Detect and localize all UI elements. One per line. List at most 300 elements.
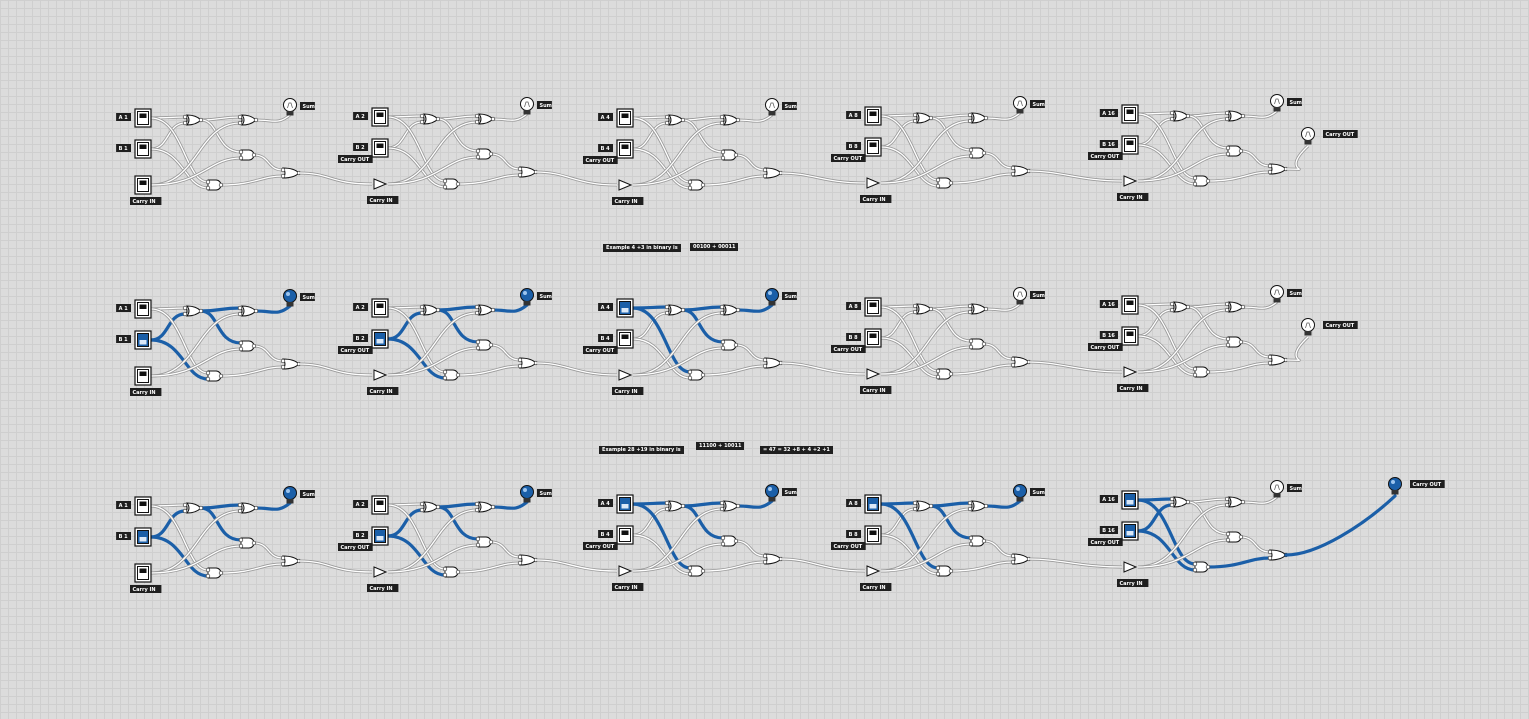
xor-gate: [915, 304, 931, 314]
carry-buffer: [1124, 562, 1136, 572]
xor-gate: [477, 305, 493, 315]
svg-text:Sum: Sum: [1289, 291, 1302, 298]
full-adder-stage: [338, 98, 552, 205]
or-gate: [520, 358, 536, 368]
switch-b[interactable]: [372, 527, 388, 545]
xor-gate: [1227, 111, 1243, 121]
wire: [388, 348, 478, 375]
or-gate: [1270, 164, 1286, 174]
label-carry-out: [583, 156, 618, 164]
xor-gate: [915, 113, 931, 123]
sum-bulb-icon: [284, 487, 297, 504]
svg-text:Carry OUT: Carry OUT: [1325, 323, 1355, 330]
label-b: [353, 531, 368, 539]
svg-text:A 1: A 1: [118, 306, 128, 313]
wire: [1138, 540, 1228, 567]
svg-text:Carry IN: Carry IN: [862, 388, 886, 395]
switch-b[interactable]: [617, 526, 633, 544]
svg-text:A 1: A 1: [118, 115, 128, 122]
label-carry-out: [338, 543, 373, 551]
full-adder-stage: [338, 486, 552, 593]
xor-gate: [722, 501, 738, 511]
svg-text:A 8: A 8: [848, 113, 858, 120]
label-sum: [782, 292, 797, 300]
xor-gate: [422, 114, 438, 124]
switch-a[interactable]: [1122, 105, 1138, 123]
label-b: [353, 334, 368, 342]
label-carry-out: [583, 346, 618, 354]
label-b: [846, 530, 861, 538]
label-a: [1100, 495, 1118, 503]
xor-gate: [970, 501, 986, 511]
label-a: [598, 303, 613, 311]
switch-a[interactable]: [1122, 491, 1138, 509]
carry-buffer: [1124, 367, 1136, 377]
label-sum: [1287, 484, 1302, 492]
svg-text:Sum: Sum: [539, 491, 552, 498]
switch-a[interactable]: [135, 109, 151, 127]
label-b: [1100, 140, 1118, 148]
switch-a[interactable]: [372, 299, 388, 317]
svg-text:B 8: B 8: [848, 335, 858, 342]
svg-text:A 16: A 16: [1102, 302, 1115, 309]
label-b: [846, 142, 861, 150]
label-carry-out: [831, 154, 866, 162]
svg-text:B 2: B 2: [355, 336, 365, 343]
label-sum: [782, 102, 797, 110]
label-a: [116, 501, 131, 509]
or-gate: [1270, 550, 1286, 560]
wire: [438, 504, 477, 507]
xor-gate: [722, 305, 738, 315]
label-a: [1100, 300, 1118, 308]
or-gate: [765, 358, 781, 368]
label-b: [116, 144, 131, 152]
sum-bulb-icon: [521, 289, 534, 306]
full-adder-stage: [831, 288, 1045, 395]
full-adder-stage: [116, 487, 315, 594]
wire: [493, 305, 527, 311]
adder-row-3: [116, 478, 1445, 594]
label-b: [1100, 526, 1118, 534]
svg-text:Carry OUT: Carry OUT: [1325, 132, 1355, 139]
svg-text:B 8: B 8: [848, 144, 858, 151]
svg-text:Sum: Sum: [539, 294, 552, 301]
or-gate: [1013, 554, 1029, 564]
wire: [1208, 558, 1270, 567]
label-b: [598, 530, 613, 538]
or-gate: [283, 359, 299, 369]
wire: [633, 158, 723, 185]
switch-a[interactable]: [372, 108, 388, 126]
xor-gate: [240, 306, 256, 316]
label-a: [353, 303, 368, 311]
svg-text:Carry OUT: Carry OUT: [833, 544, 863, 551]
switch-b[interactable]: [372, 139, 388, 157]
label-carry-in: [860, 386, 891, 394]
label-carry-out: [1088, 538, 1123, 546]
switch-a[interactable]: [135, 300, 151, 318]
or-gate: [765, 168, 781, 178]
label-carry-out: [831, 542, 866, 550]
label-a: [116, 113, 131, 121]
switch-b[interactable]: [372, 330, 388, 348]
svg-text:Sum: Sum: [784, 104, 797, 111]
switch-b[interactable]: [617, 140, 633, 158]
sum-bulb-icon: [766, 485, 779, 502]
svg-text:Sum: Sum: [1032, 490, 1045, 497]
label-b: [598, 144, 613, 152]
carry-wire: [299, 364, 372, 375]
carry-wire: [536, 172, 617, 185]
xor-gate: [185, 115, 201, 125]
label-carry-in: [612, 387, 643, 395]
svg-text:Carry IN: Carry IN: [614, 199, 638, 206]
switch-a[interactable]: [617, 299, 633, 317]
label-sum: [300, 490, 315, 498]
svg-text:Carry OUT: Carry OUT: [340, 545, 370, 552]
wire: [256, 306, 290, 312]
label-carry-in: [860, 583, 891, 591]
xor-gate: [1227, 302, 1243, 312]
wire: [388, 545, 478, 572]
full-adder-stage: [338, 289, 552, 396]
label-b: [846, 333, 861, 341]
carry-wire: [299, 173, 372, 184]
xor-gate: [722, 115, 738, 125]
label-sum: [1030, 488, 1045, 496]
label-final-carry-out: [1410, 480, 1445, 488]
label-sum: [1287, 98, 1302, 106]
adder-row-2: [116, 286, 1358, 397]
carry-buffer: [867, 566, 879, 576]
label-carry-out: [338, 155, 373, 163]
svg-text:Carry IN: Carry IN: [369, 198, 393, 205]
full-adder-stage: [831, 97, 1045, 204]
carry-wire: [536, 363, 617, 375]
svg-text:Carry IN: Carry IN: [369, 389, 393, 396]
switch-b[interactable]: [135, 528, 151, 546]
svg-text:B 16: B 16: [1102, 333, 1115, 340]
label-a: [116, 304, 131, 312]
label-carry-in: [1117, 579, 1148, 587]
label-sum: [537, 101, 552, 109]
svg-text:A 16: A 16: [1102, 111, 1115, 118]
sum-bulb-icon: [1271, 481, 1284, 498]
wire: [438, 307, 477, 310]
svg-text:Sum: Sum: [1032, 102, 1045, 109]
switch-b[interactable]: [865, 526, 881, 544]
full-adder-stage: [583, 485, 797, 592]
carry-buffer: [867, 178, 879, 188]
sum-bulb-icon: [1014, 288, 1027, 305]
svg-text:Carry OUT: Carry OUT: [1090, 540, 1120, 547]
xor-gate: [240, 115, 256, 125]
label-sum: [782, 488, 797, 496]
carry-buffer: [619, 370, 631, 380]
svg-text:Sum: Sum: [302, 295, 315, 302]
svg-text:Carry IN: Carry IN: [132, 587, 156, 594]
full-adder-stage: [1088, 478, 1445, 588]
svg-text:A 4: A 4: [600, 305, 610, 312]
xor-gate: [422, 305, 438, 315]
carry-wire: [781, 173, 865, 183]
or-gate: [1270, 355, 1286, 365]
label-a: [846, 499, 861, 507]
switch-b[interactable]: [1122, 327, 1138, 345]
wire: [683, 503, 722, 506]
xor-gate: [667, 115, 683, 125]
label-sum: [537, 292, 552, 300]
xor-gate: [240, 503, 256, 513]
or-gate: [283, 168, 299, 178]
xor-gate: [185, 503, 201, 513]
svg-text:Carry IN: Carry IN: [862, 585, 886, 592]
label-carry-in: [130, 585, 161, 593]
or-gate: [283, 556, 299, 566]
svg-text:Sum: Sum: [784, 490, 797, 497]
full-adder-stage: [116, 290, 315, 397]
svg-text:A 2: A 2: [355, 502, 365, 509]
switch-b[interactable]: [135, 140, 151, 158]
label-sum: [1030, 100, 1045, 108]
svg-text:Sum: Sum: [539, 103, 552, 110]
wire: [931, 503, 970, 506]
svg-text:Carry OUT: Carry OUT: [585, 158, 615, 165]
svg-text:A 2: A 2: [355, 305, 365, 312]
wire: [201, 308, 240, 311]
label-carry-out: [831, 345, 866, 353]
example-2-binary: 11100 + 10011: [696, 442, 744, 450]
label-final-carry-out: [1323, 130, 1358, 138]
full-adder-stage: [1088, 95, 1358, 202]
wire: [633, 348, 723, 375]
switch-a[interactable]: [617, 109, 633, 127]
xor-gate: [667, 501, 683, 511]
label-b: [1100, 331, 1118, 339]
switch-b[interactable]: [865, 138, 881, 156]
carry-out-wire: [1286, 496, 1395, 555]
sum-bulb-icon: [1014, 97, 1027, 114]
label-carry-out: [1088, 152, 1123, 160]
label-sum: [300, 293, 315, 301]
svg-text:A 4: A 4: [600, 115, 610, 122]
full-adder-stage: [1088, 286, 1358, 393]
switch-a[interactable]: [135, 497, 151, 515]
wire: [881, 544, 971, 571]
adder-row-1: [116, 95, 1358, 206]
carry-wire: [536, 560, 617, 571]
switch-b[interactable]: [865, 329, 881, 347]
switch-a[interactable]: [1122, 296, 1138, 314]
switch-a[interactable]: [865, 298, 881, 316]
label-carry-in: [1117, 384, 1148, 392]
svg-text:Carry OUT: Carry OUT: [340, 157, 370, 164]
label-sum: [300, 102, 315, 110]
wire: [881, 347, 971, 374]
svg-text:Sum: Sum: [1289, 486, 1302, 493]
xor-gate: [422, 502, 438, 512]
label-a: [846, 111, 861, 119]
svg-text:Sum: Sum: [302, 492, 315, 499]
svg-text:Carry IN: Carry IN: [132, 199, 156, 206]
carry-out-bulb-icon: [1389, 478, 1402, 495]
svg-text:Sum: Sum: [1289, 100, 1302, 107]
carry-out-bulb-icon: [1302, 128, 1315, 145]
xor-gate: [1172, 302, 1188, 312]
svg-text:Carry OUT: Carry OUT: [833, 156, 863, 163]
or-gate: [520, 167, 536, 177]
or-gate: [1013, 357, 1029, 367]
label-carry-in: [130, 197, 161, 205]
label-carry-out: [338, 346, 373, 354]
carry-buffer: [619, 180, 631, 190]
sum-bulb-icon: [766, 99, 779, 116]
svg-text:A 16: A 16: [1102, 497, 1115, 504]
carry-buffer: [619, 566, 631, 576]
switch-carry-in[interactable]: [135, 564, 151, 582]
xor-gate: [1172, 497, 1188, 507]
carry-buffer: [867, 369, 879, 379]
or-gate: [520, 555, 536, 565]
xor-gate: [667, 305, 683, 315]
full-adder-stage: [116, 99, 315, 206]
svg-text:Carry IN: Carry IN: [614, 585, 638, 592]
svg-text:Carry OUT: Carry OUT: [1090, 345, 1120, 352]
svg-text:A 2: A 2: [355, 114, 365, 121]
wire: [881, 156, 971, 183]
wire: [493, 502, 527, 508]
xor-gate: [970, 113, 986, 123]
switch-a[interactable]: [372, 496, 388, 514]
wire: [1138, 154, 1228, 181]
wire: [151, 349, 241, 376]
label-a: [598, 113, 613, 121]
wire: [151, 158, 241, 185]
svg-text:A 8: A 8: [848, 304, 858, 311]
label-b: [116, 532, 131, 540]
svg-text:Carry IN: Carry IN: [1119, 581, 1143, 588]
wire: [683, 307, 722, 310]
wire: [738, 501, 772, 507]
wire: [633, 544, 723, 571]
xor-gate: [1172, 111, 1188, 121]
sum-bulb-icon: [1271, 95, 1284, 112]
carry-wire: [781, 363, 865, 374]
svg-text:Sum: Sum: [1032, 293, 1045, 300]
label-carry-in: [367, 584, 398, 592]
label-a: [353, 112, 368, 120]
label-carry-out: [1088, 343, 1123, 351]
wire: [1138, 345, 1228, 372]
switch-b[interactable]: [1122, 136, 1138, 154]
svg-text:B 1: B 1: [118, 534, 128, 541]
example-2-result: = 47 = 32 +8 + 4 +2 +1: [760, 446, 833, 454]
example-2-label: Example 28 +19 in binary is: [599, 446, 684, 454]
sum-bulb-icon: [521, 98, 534, 115]
label-b: [116, 335, 131, 343]
svg-text:Carry OUT: Carry OUT: [833, 347, 863, 354]
svg-text:Carry OUT: Carry OUT: [1412, 482, 1442, 489]
xor-gate: [477, 502, 493, 512]
xor-gate: [477, 114, 493, 124]
svg-text:B 1: B 1: [118, 146, 128, 153]
svg-text:B 2: B 2: [355, 533, 365, 540]
label-carry-in: [1117, 193, 1148, 201]
label-sum: [1030, 291, 1045, 299]
carry-wire: [299, 561, 372, 572]
example-1-binary: 00100 + 00011: [690, 243, 738, 251]
label-carry-in: [367, 196, 398, 204]
wire: [201, 505, 240, 508]
sum-bulb-icon: [1014, 485, 1027, 502]
svg-text:A 4: A 4: [600, 501, 610, 508]
carry-wire: [781, 559, 865, 571]
label-carry-in: [130, 388, 161, 396]
full-adder-stage: [583, 99, 797, 206]
label-a: [598, 499, 613, 507]
full-adder-stage: [583, 289, 797, 396]
switch-b[interactable]: [135, 331, 151, 349]
switch-a[interactable]: [865, 107, 881, 125]
switch-carry-in[interactable]: [135, 367, 151, 385]
svg-text:B 1: B 1: [118, 337, 128, 344]
carry-buffer: [374, 179, 386, 189]
svg-text:Carry IN: Carry IN: [1119, 386, 1143, 393]
carry-out-bulb-icon: [1302, 319, 1315, 336]
svg-text:Carry IN: Carry IN: [369, 586, 393, 593]
svg-text:B 8: B 8: [848, 532, 858, 539]
svg-text:Carry IN: Carry IN: [614, 389, 638, 396]
svg-text:B 16: B 16: [1102, 528, 1115, 535]
wire: [388, 157, 478, 184]
or-gate: [765, 554, 781, 564]
switch-a[interactable]: [617, 495, 633, 513]
label-sum: [537, 489, 552, 497]
label-a: [353, 500, 368, 508]
svg-text:Carry OUT: Carry OUT: [340, 348, 370, 355]
svg-text:Sum: Sum: [302, 104, 315, 111]
svg-text:Carry OUT: Carry OUT: [585, 348, 615, 355]
switch-carry-in[interactable]: [135, 176, 151, 194]
label-sum: [1287, 289, 1302, 297]
sum-bulb-icon: [766, 289, 779, 306]
svg-text:Carry IN: Carry IN: [132, 390, 156, 397]
label-b: [353, 143, 368, 151]
sum-bulb-icon: [521, 486, 534, 503]
switch-b[interactable]: [1122, 522, 1138, 540]
or-gate: [1013, 166, 1029, 176]
wire: [256, 503, 290, 509]
svg-text:B 4: B 4: [600, 146, 610, 153]
svg-text:A 8: A 8: [848, 501, 858, 508]
switch-a[interactable]: [865, 495, 881, 513]
svg-text:Carry IN: Carry IN: [1119, 195, 1143, 202]
svg-text:B 4: B 4: [600, 336, 610, 343]
label-carry-in: [367, 387, 398, 395]
svg-text:B 2: B 2: [355, 145, 365, 152]
carry-buffer: [374, 567, 386, 577]
svg-text:B 16: B 16: [1102, 142, 1115, 149]
xor-gate: [1227, 497, 1243, 507]
label-final-carry-out: [1323, 321, 1358, 329]
xor-gate: [915, 501, 931, 511]
svg-text:Carry IN: Carry IN: [862, 197, 886, 204]
switch-b[interactable]: [617, 330, 633, 348]
svg-text:Sum: Sum: [784, 294, 797, 301]
example-1-label: Example 4 +3 in binary is: [603, 244, 681, 252]
svg-text:Carry OUT: Carry OUT: [1090, 154, 1120, 161]
